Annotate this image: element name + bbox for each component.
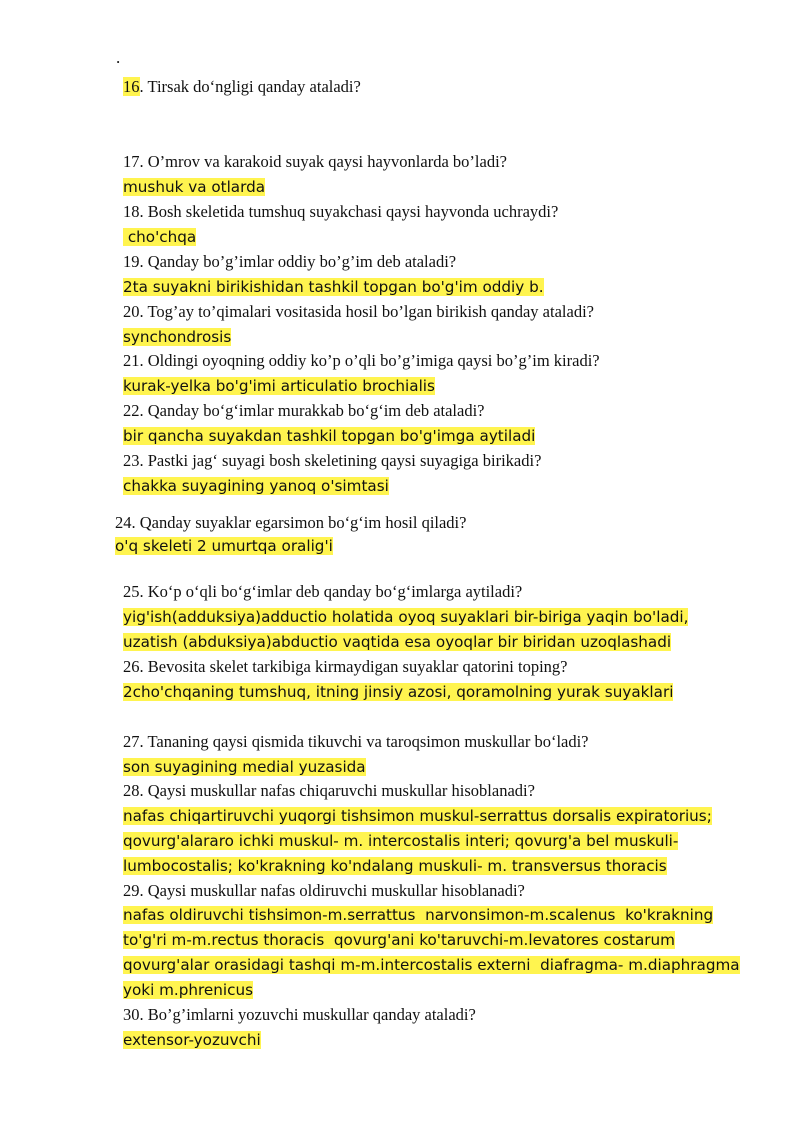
question-17: 17. O’mrov va karakoid suyak qaysi hayvonlarda bo’ladi?: [123, 152, 507, 171]
answer-18: [123, 226, 196, 248]
answer-26: [123, 681, 673, 703]
answer-29-line-1: [123, 904, 713, 926]
answer-29-line-2: [123, 929, 675, 951]
answer-text: o'q skeleti 2 umurtqa oralig'i: [115, 537, 333, 555]
question-29: 29. Qaysi muskullar nafas oldiruvchi muskullar hisoblanadi?: [123, 881, 525, 900]
answer-text: yoki m.phrenicus: [123, 981, 253, 999]
answer-text: uzatish (abduksiya)abductio vaqtida esa oyoqlar bir biridan uzoqlashadi: [123, 633, 672, 651]
question-22: 22. Qanday bo‘g‘imlar murakkab bo‘g‘im deb ataladi?: [123, 401, 485, 420]
answer-text: nafas oldiruvchi tishsimon-m.serrattus narvonsimon-m.scalenus ko'krakning: [123, 906, 714, 924]
question-18: 18. Bosh skeletida tumshuq suyakchasi qaysi hayvonda uchraydi?: [123, 202, 559, 221]
answer-text: cho'chqa: [123, 228, 197, 246]
answer-29-line-3: [123, 954, 740, 976]
answer-text: chakka suyagining yanoq o'simtasi: [123, 477, 389, 495]
answer-text: 2ta suyakni birikishidan tashkil topgan bo'g'im oddiy b.: [123, 278, 544, 296]
answer-20: [123, 326, 231, 348]
question-21: 21. Oldingi oyoqning oddiy ko’p o’qli bo’g’imiga qaysi bo’g’im kiradi?: [123, 351, 600, 370]
answer-text: to'g'ri m-m.rectus thoracis qovurg'ani ko'taruvchi-m.levatores costarum: [123, 931, 675, 949]
answer-text: mushuk va otlarda: [123, 178, 266, 196]
question-25: 25. Ko‘p o‘qli bo‘g‘imlar deb qanday bo‘g‘imlarga aytiladi?: [123, 582, 523, 601]
question-23: 23. Pastki jag‘ suyagi bosh skeletining qaysi suyagiga birikadi?: [123, 451, 542, 470]
question-number-highlight: 16: [123, 77, 140, 96]
question-26: 26. Bevosita skelet tarkibiga kirmaydigan suyaklar qatorini toping?: [123, 657, 568, 676]
answer-text: qovurg'alar orasidagi tashqi m-m.intercostalis externi diafragma- m.diaphragma: [123, 956, 740, 974]
answer-29-line-4: [123, 979, 253, 1001]
answer-23: [123, 475, 389, 497]
answer-25-line-1: [123, 606, 688, 628]
question-text: . Tirsak do‘ngligi qanday ataladi?: [139, 77, 361, 96]
answer-27: [123, 756, 366, 778]
answer-text: synchondrosis: [123, 328, 232, 346]
answer-22: [123, 425, 535, 447]
answer-19: [123, 276, 544, 298]
answer-17: [123, 176, 265, 198]
question-16: [123, 76, 361, 98]
answer-text: son suyagining medial yuzasida: [123, 758, 366, 776]
question-28: 28. Qaysi muskullar nafas chiqaruvchi muskullar hisoblanadi?: [123, 781, 535, 800]
question-20: 20. Tog’ay to’qimalari vositasida hosil bo’lgan birikish qanday ataladi?: [123, 302, 594, 321]
answer-text: bir qancha suyakdan tashkil topgan bo'g'imga aytiladi: [123, 427, 536, 445]
answer-28-line-1: [123, 805, 712, 827]
question-30: 30. Bo’g’imlarni yozuvchi muskullar qanday ataladi?: [123, 1005, 476, 1024]
answer-text: extensor-yozuvchi: [123, 1031, 261, 1049]
answer-text: nafas chiqartiruvchi yuqorgi tishsimon muskul-serrattus dorsalis expiratorius;: [123, 807, 712, 825]
answer-text: yig'ish(adduksiya)adductio holatida oyoq suyaklari bir-biriga yaqin bo'ladi,: [123, 608, 689, 626]
answer-text: 2cho'chqaning tumshuq, itning jinsiy azosi, qoramolning yurak suyaklari: [123, 683, 674, 701]
stray-dot: .: [116, 48, 121, 67]
question-24: 24. Qanday suyaklar egarsimon bo‘g‘im hosil qiladi?: [115, 513, 467, 532]
answer-28-line-3: [123, 855, 667, 877]
answer-text: lumbocostalis; ko'krakning ko'ndalang muskuli- m. transversus thoracis: [123, 857, 667, 875]
answer-text: kurak-yelka bo'g'imi articulatio brochialis: [123, 377, 435, 395]
answer-text: qovurg'alararo ichki muskul- m. intercostalis interi; qovurg'a bel muskuli-: [123, 832, 679, 850]
question-19: 19. Qanday bo’g’imlar oddiy bo’g’im deb ataladi?: [123, 252, 457, 271]
answer-21: [123, 375, 435, 397]
answer-28-line-2: [123, 830, 678, 852]
answer-24: [115, 535, 333, 557]
question-27: 27. Tananing qaysi qismida tikuvchi va taroqsimon muskullar bo‘ladi?: [123, 732, 589, 751]
answer-30: [123, 1029, 261, 1051]
answer-25-line-2: [123, 631, 671, 653]
